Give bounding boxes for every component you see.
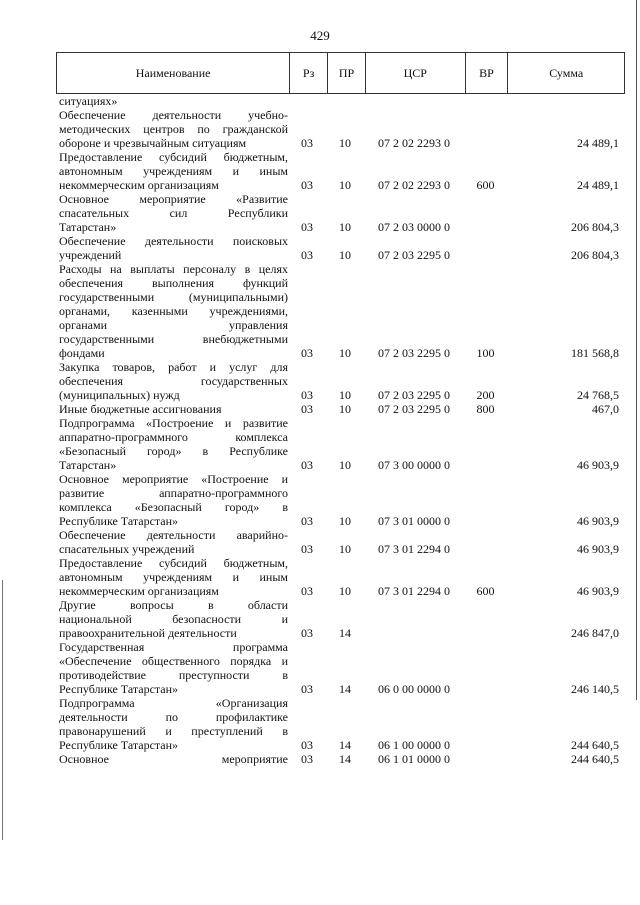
- row-csr: 07 2 02 2293 0: [378, 178, 450, 192]
- row-name-line: (муниципальных) нужд: [59, 388, 180, 402]
- row-csr: 07 2 03 2295 0: [378, 346, 450, 360]
- row-name-line: автономным учреждениям и иным: [59, 164, 288, 178]
- row-name-line: Подпрограмма «Построение и развитие: [59, 416, 288, 430]
- table-row: [56, 262, 625, 360]
- row-name: [56, 696, 288, 752]
- table-row: [56, 360, 625, 402]
- row-name-line: обороне и чрезвычайным ситуациям: [59, 136, 247, 150]
- table-row: [56, 416, 625, 472]
- table-row: [56, 598, 625, 640]
- row-rz: 03: [301, 136, 313, 150]
- table-header: [56, 52, 625, 94]
- row-sum: 46 903,9: [577, 458, 619, 472]
- table-row: [56, 150, 625, 192]
- row-pr: 10: [339, 584, 351, 598]
- row-vr: 600: [476, 584, 495, 598]
- row-sum: 467,0: [592, 402, 619, 416]
- table-row: [56, 108, 625, 150]
- row-name-line: Иные бюджетные ассигнования: [59, 402, 222, 416]
- row-rz: 03: [301, 542, 313, 556]
- row-name-line: некоммерческим организациям: [59, 584, 219, 598]
- row-name-line: Республике Татарстан»: [59, 682, 179, 696]
- row-sum: 181 568,8: [571, 346, 619, 360]
- row-name: [56, 360, 288, 402]
- budget-table: [56, 52, 625, 766]
- row-name-line: Подпрограмма «Организация: [59, 696, 288, 710]
- page-number: 429: [310, 28, 330, 43]
- row-name-line: противодействие преступности в: [59, 668, 288, 682]
- row-name-line: аппаратно-программного комплекса: [59, 430, 288, 444]
- row-name: [56, 108, 288, 150]
- row-csr: 06 1 00 0000 0: [378, 738, 450, 752]
- table-row: [56, 402, 625, 416]
- row-sum: 206 804,3: [571, 220, 619, 234]
- row-name-line: правонарушений и преступлений в: [59, 724, 288, 738]
- row-name-line: спасательных учреждений: [59, 542, 195, 556]
- row-csr: 07 3 01 2294 0: [378, 584, 450, 598]
- row-csr: 07 2 03 0000 0: [378, 220, 450, 234]
- header-csr: ЦСР: [366, 53, 466, 93]
- row-sum: 46 903,9: [577, 542, 619, 556]
- row-pr: 10: [339, 542, 351, 556]
- table-row: [56, 556, 625, 598]
- row-name-line: комплекса «Безопасный город» в: [59, 500, 288, 514]
- row-name: [56, 234, 288, 262]
- row-csr: 07 2 03 2295 0: [378, 388, 450, 402]
- row-name-line: Татарстан»: [59, 458, 117, 472]
- row-name: [56, 528, 288, 556]
- row-sum: 246 140,5: [571, 682, 619, 696]
- row-name-line: Расходы на выплаты персоналу в целях: [59, 262, 288, 276]
- header-pr: ПР: [328, 53, 366, 93]
- row-pr: 10: [339, 346, 351, 360]
- row-name-line: Республике Татарстан»: [59, 738, 179, 752]
- row-sum: 246 847,0: [571, 626, 619, 640]
- row-name-line: «Обеспечение общественного порядка и: [59, 654, 288, 668]
- header-sum: Сумма: [549, 65, 584, 80]
- row-rz: 03: [301, 458, 313, 472]
- row-name-line: фондами: [59, 346, 105, 360]
- row-sum: 244 640,5: [571, 738, 619, 752]
- table-body: [56, 94, 625, 766]
- row-name-line: некоммерческим организациям: [59, 178, 219, 192]
- row-pr: 14: [339, 752, 351, 766]
- table-row: [56, 528, 625, 556]
- row-csr: 07 2 03 2295 0: [378, 248, 450, 262]
- scan-edge-right: [636, 0, 637, 700]
- row-rz: 03: [301, 626, 313, 640]
- row-sum: 46 903,9: [577, 514, 619, 528]
- row-rz: 03: [301, 514, 313, 528]
- row-name-line: Основное мероприятие «Развитие: [59, 192, 288, 206]
- row-sum: 24 768,5: [577, 388, 619, 402]
- row-rz: 03: [301, 584, 313, 598]
- row-name-line: развитие аппаратно-программного: [59, 486, 288, 500]
- row-sum: 46 903,9: [577, 584, 619, 598]
- row-name-line: органами управления: [59, 318, 288, 332]
- row-csr: 07 3 01 2294 0: [378, 542, 450, 556]
- scan-edge-left: [2, 580, 3, 840]
- row-rz: 03: [301, 738, 313, 752]
- header-vr: ВР: [466, 53, 509, 93]
- row-name: [56, 402, 288, 416]
- row-pr: 10: [339, 402, 351, 416]
- row-sum: 244 640,5: [571, 752, 619, 766]
- row-name-line: правоохранительной деятельности: [59, 626, 237, 640]
- row-name: [56, 150, 288, 192]
- row-name-line: Государственная программа: [59, 640, 288, 654]
- table-row: [56, 192, 625, 234]
- row-rz: 03: [301, 388, 313, 402]
- header-rz: Рз: [290, 53, 328, 93]
- row-vr: 600: [476, 178, 495, 192]
- row-name: [56, 472, 288, 528]
- row-pr: 10: [339, 388, 351, 402]
- table-row: [56, 752, 625, 766]
- table-row: [56, 94, 625, 108]
- table-row: [56, 234, 625, 262]
- row-name-line: Республике Татарстан»: [59, 514, 179, 528]
- row-pr: 10: [339, 178, 351, 192]
- row-name: [56, 598, 288, 640]
- row-vr: 800: [476, 402, 495, 416]
- row-vr: 200: [476, 388, 495, 402]
- row-name-line: обеспечения государственных: [59, 374, 288, 388]
- row-csr: 07 3 01 0000 0: [378, 514, 450, 528]
- row-name-line: автономным учреждениям и иным: [59, 570, 288, 584]
- row-name-line: Основное мероприятие: [59, 752, 288, 766]
- row-rz: 03: [301, 752, 313, 766]
- row-name-line: Другие вопросы в области: [59, 598, 288, 612]
- row-rz: 03: [301, 248, 313, 262]
- row-name: [56, 94, 288, 108]
- row-pr: 14: [339, 738, 351, 752]
- row-pr: 10: [339, 136, 351, 150]
- row-name: [56, 752, 288, 766]
- row-pr: 10: [339, 248, 351, 262]
- row-rz: 03: [301, 346, 313, 360]
- table-row: [56, 472, 625, 528]
- row-name-line: ситуациях»: [59, 94, 118, 108]
- row-csr: 07 3 00 0000 0: [378, 458, 450, 472]
- row-csr: 07 2 02 2293 0: [378, 136, 450, 150]
- row-name: [56, 192, 288, 234]
- row-pr: 14: [339, 626, 351, 640]
- row-name-line: Предоставление субсидий бюджетным,: [59, 150, 288, 164]
- row-name-line: Предоставление субсидий бюджетным,: [59, 556, 288, 570]
- row-name-line: Основное мероприятие «Построение и: [59, 472, 288, 486]
- row-pr: 14: [339, 682, 351, 696]
- row-name-line: методических центров по гражданской: [59, 122, 288, 136]
- row-sum: 24 489,1: [577, 136, 619, 150]
- row-name-line: деятельности по профилактике: [59, 710, 288, 724]
- row-name-line: учреждений: [59, 248, 122, 262]
- row-name-line: Татарстан»: [59, 220, 117, 234]
- row-pr: 10: [339, 458, 351, 472]
- row-name-line: Обеспечение деятельности поисковых: [59, 234, 288, 248]
- row-sum: 24 489,1: [577, 178, 619, 192]
- row-rz: 03: [301, 682, 313, 696]
- row-name-line: спасательных сил Республики: [59, 206, 288, 220]
- row-sum: 206 804,3: [571, 248, 619, 262]
- row-name-line: национальной безопасности и: [59, 612, 288, 626]
- row-csr: 07 2 03 2295 0: [378, 402, 450, 416]
- row-rz: 03: [301, 178, 313, 192]
- header-name: Наименование: [57, 53, 290, 93]
- row-name-line: органами, казенными учреждениями,: [59, 304, 288, 318]
- row-pr: 10: [339, 220, 351, 234]
- row-name-line: государственными внебюджетными: [59, 332, 288, 346]
- row-name-line: обеспечения выполнения функций: [59, 276, 288, 290]
- row-name-line: «Безопасный город» в Республике: [59, 444, 288, 458]
- row-pr: 10: [339, 514, 351, 528]
- row-rz: 03: [301, 402, 313, 416]
- row-name: [56, 556, 288, 598]
- table-row: [56, 696, 625, 752]
- row-csr: 06 0 00 0000 0: [378, 682, 450, 696]
- row-vr: 100: [476, 346, 495, 360]
- row-name: [56, 262, 288, 360]
- row-name-line: Обеспечение деятельности аварийно-: [59, 528, 288, 542]
- row-name-line: Закупка товаров, работ и услуг для: [59, 360, 288, 374]
- table-row: [56, 640, 625, 696]
- row-csr: 06 1 01 0000 0: [378, 752, 450, 766]
- row-name-line: Обеспечение деятельности учебно-: [59, 108, 288, 122]
- row-rz: 03: [301, 220, 313, 234]
- row-name: [56, 640, 288, 696]
- row-name-line: государственными (муниципальными): [59, 290, 288, 304]
- row-name: [56, 416, 288, 472]
